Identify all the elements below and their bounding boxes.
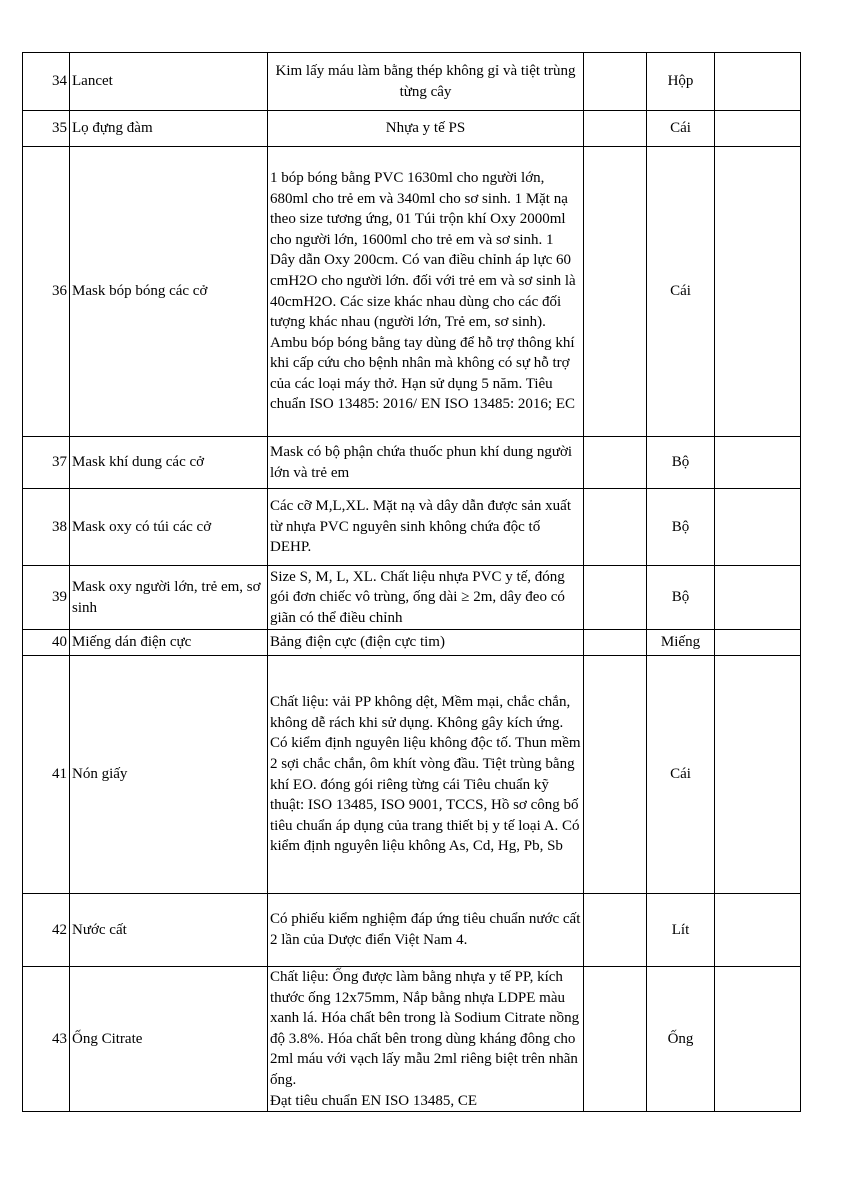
item-spec: Mask có bộ phận chứa thuốc phun khí dung người lớn và trẻ em <box>268 437 584 489</box>
item-spec: Bảng điện cực (điện cực tim) <box>268 630 584 656</box>
empty-cell <box>584 630 647 656</box>
empty-cell <box>584 111 647 147</box>
item-unit: Bộ <box>647 566 715 630</box>
item-name: Nước cất <box>70 894 268 967</box>
empty-cell <box>584 147 647 437</box>
item-spec: Các cỡ M,L,XL. Mặt nạ và dây dẫn được sản xuất từ nhựa PVC nguyên sinh không chứa độc tố DEHP. <box>268 489 584 566</box>
item-spec: Chất liệu: Ống được làm bằng nhựa y tế PP, kích thước ống 12x75mm, Nắp bằng nhựa LDPE màu xanh lá. Hóa chất bên trong là Sodium Citrate nồng độ 3.8%. Hóa chất bên trong dùng kháng đông cho 2ml máu với vạch lấy mẫu 2ml riêng biệt trên nhãn ống. Đạt tiêu chuẩn EN ISO 13485, CE <box>268 967 584 1112</box>
empty-cell <box>715 437 801 489</box>
table-row <box>23 489 801 566</box>
row-number: 39 <box>23 566 70 630</box>
item-name: Nón giấy <box>70 656 268 894</box>
item-unit: Cái <box>647 656 715 894</box>
item-unit: Bộ <box>647 437 715 489</box>
item-unit: Miếng <box>647 630 715 656</box>
item-unit: Bộ <box>647 489 715 566</box>
item-name: Mask khí dung các cở <box>70 437 268 489</box>
item-name: Mask oxy người lớn, trẻ em, sơ sinh <box>70 566 268 630</box>
item-name: Miếng dán điện cực <box>70 630 268 656</box>
empty-cell <box>584 489 647 566</box>
row-number: 34 <box>23 53 70 111</box>
table-row <box>23 656 801 894</box>
empty-cell <box>584 894 647 967</box>
empty-cell <box>715 111 801 147</box>
empty-cell <box>715 566 801 630</box>
row-number: 36 <box>23 147 70 437</box>
item-name: Ống Citrate <box>70 967 268 1112</box>
empty-cell <box>715 147 801 437</box>
item-unit: Hộp <box>647 53 715 111</box>
item-spec: Chất liệu: vải PP không dệt, Mềm mại, chắc chắn, không dễ rách khi sử dụng. Không gây kích ứng. Có kiểm định nguyên liệu không độc tố. Thun mềm 2 sợi chắc chắn, ôm khít vòng đầu. Tiệt trùng bằng khí EO. đóng gói riêng từng cái Tiêu chuẩn kỹ thuật: ISO 13485, ISO 9001, TCCS, Hồ sơ công bố tiêu chuẩn áp dụng của trang thiết bị y tế loại A. Có kiểm định nguyên liệu không As, Cd, Hg, Pb, Sb <box>268 656 584 894</box>
item-spec: 1 bóp bóng bằng PVC 1630ml cho người lớn, 680ml cho trẻ em và 340ml cho sơ sinh. 1 Mặt nạ theo size tương ứng, 01 Túi trộn khí Oxy 2000ml cho người lớn, 1600ml cho trẻ em và sơ sinh. 1 Dây dẫn Oxy 200cm. Có van điều chỉnh áp lực 60 cmH2O cho người lớn. đối với trẻ em và sơ sinh là 40cmH2O. Các size khác nhau dùng cho các đối tượng khác nhau (người lớn, Trẻ em, sơ sinh). Ambu bóp bóng bằng tay dùng để hỗ trợ thông khí khi cấp cứu cho bệnh nhân mà không có sự hỗ trợ của các loại máy thở. Hạn sử dụng 5 năm. Tiêu chuẩn ISO 13485: 2016/ EN ISO 13485: 2016; EC <box>268 147 584 437</box>
table-row <box>23 147 801 437</box>
row-number: 43 <box>23 967 70 1112</box>
empty-cell <box>715 53 801 111</box>
supplies-table <box>22 52 801 1112</box>
item-spec: Kim lấy máu làm bằng thép không gỉ và tiệt trùng từng cây <box>268 53 584 111</box>
empty-cell <box>584 566 647 630</box>
item-spec: Nhựa y tế PS <box>268 111 584 147</box>
item-spec: Có phiếu kiểm nghiệm đáp ứng tiêu chuẩn nước cất 2 lần của Dược điển Việt Nam 4. <box>268 894 584 967</box>
table-row <box>23 630 801 656</box>
row-number: 38 <box>23 489 70 566</box>
item-unit: Ống <box>647 967 715 1112</box>
empty-cell <box>584 53 647 111</box>
table-row <box>23 437 801 489</box>
empty-cell <box>715 967 801 1112</box>
row-number: 35 <box>23 111 70 147</box>
item-name: Mask oxy có túi các cở <box>70 489 268 566</box>
item-unit: Cái <box>647 147 715 437</box>
item-unit: Cái <box>647 111 715 147</box>
empty-cell <box>715 656 801 894</box>
item-name: Lancet <box>70 53 268 111</box>
row-number: 42 <box>23 894 70 967</box>
empty-cell <box>715 489 801 566</box>
row-number: 41 <box>23 656 70 894</box>
empty-cell <box>584 967 647 1112</box>
table-row <box>23 894 801 967</box>
item-name: Mask bóp bóng các cở <box>70 147 268 437</box>
table-row <box>23 967 801 1112</box>
item-spec: Size S, M, L, XL. Chất liệu nhựa PVC y tế, đóng gói đơn chiếc vô trùng, ống dài ≥ 2m, dây đeo có giãn có thể điều chỉnh <box>268 566 584 630</box>
table-row <box>23 566 801 630</box>
item-name: Lọ đựng đàm <box>70 111 268 147</box>
table-row <box>23 53 801 111</box>
row-number: 40 <box>23 630 70 656</box>
empty-cell <box>584 656 647 894</box>
item-unit: Lít <box>647 894 715 967</box>
empty-cell <box>715 630 801 656</box>
row-number: 37 <box>23 437 70 489</box>
empty-cell <box>584 437 647 489</box>
table-row <box>23 111 801 147</box>
empty-cell <box>715 894 801 967</box>
